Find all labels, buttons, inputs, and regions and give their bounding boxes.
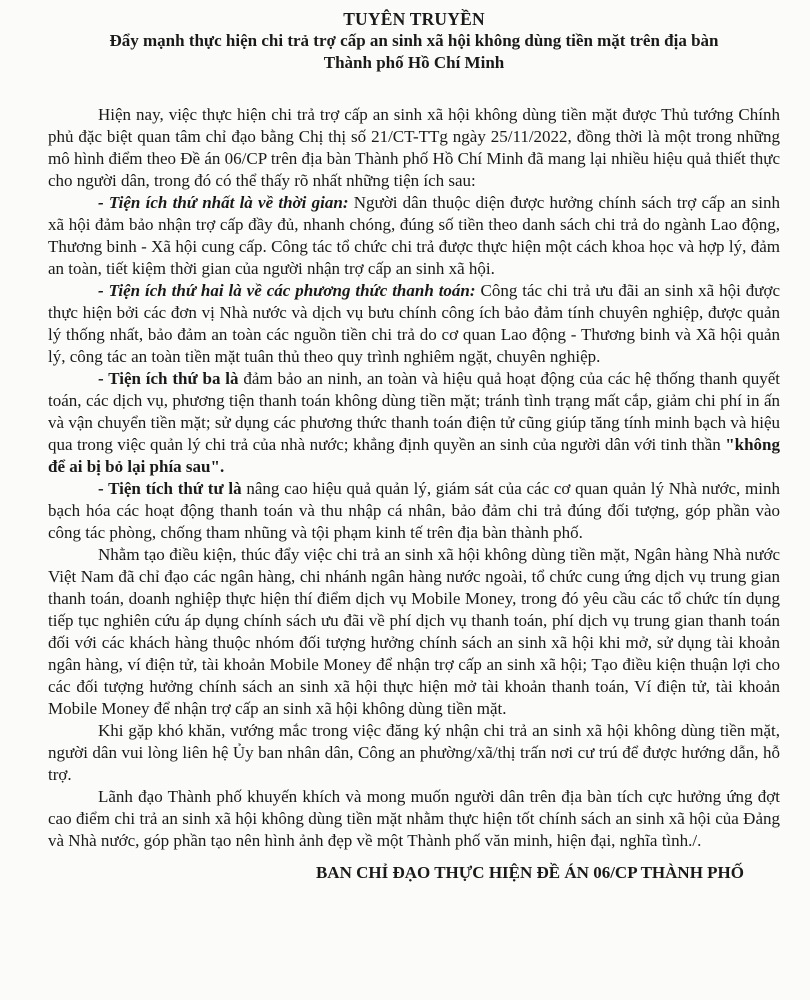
closing-paragraph: Lãnh đạo Thành phố khuyến khích và mong muốn người dân trên địa bàn tích cực hưởng ứng đợt cao điểm chi trả an sinh xã hội không dùng tiền mặt nhằm thực hiện tốt chính sách an sinh xã hội của Đảng và Nhà nước, góp phần tạo nên hình ảnh đẹp về một Thành phố văn minh, hiện đại, nghĩa tình./. [48, 787, 780, 850]
benefit-3-lead: - Tiện ích thứ ba là [98, 369, 239, 388]
intro-paragraph: Hiện nay, việc thực hiện chi trả trợ cấp an sinh xã hội không dùng tiền mặt được Thủ tướng Chính phủ đặc biệt quan tâm chỉ đạo bằng Chị thị số 21/CT-TTg ngày 25/11/2022, đồng thời là một trong những mô hình điểm theo Đề án 06/CP trên địa bàn Thành phố Hồ Chí Minh đã mang lại nhiều hiệu quả thiết thực cho người dân, trong đó có thể thấy rõ nhất những tiện ích sau: [48, 105, 780, 190]
benefit-4-lead: - Tiện tích thứ tư là [98, 479, 242, 498]
document-body [48, 104, 780, 852]
bank-paragraph: Nhằm tạo điều kiện, thúc đẩy việc chi trả an sinh xã hội không dùng tiền mặt, Ngân hàng Nhà nước Việt Nam đã chỉ đạo các ngân hàng, chi nhánh ngân hàng nước ngoài, tổ chức cung ứng dịch vụ trung gian thanh toán, doanh nghiệp thực hiện thí điểm dịch vụ Mobile Money, trong đó yêu cầu các tổ chức tín dụng tiếp tục nghiên cứu áp dụng chính sách ưu đãi về phí dịch vụ thanh toán, phí dịch vụ trung gian thanh toán đối với các khách hàng thuộc nhóm đối tượng hưởng chính sách an sinh xã hội khi mở, sử dụng tài khoản ngân hàng, ví điện tử, tài khoản Mobile Money để nhận trợ cấp an sinh xã hội; Tạo điều kiện thuận lợi cho các đối tượng hưởng chính sách an sinh xã hội thực hiện mở tài khoản thanh toán, Ví điện tử, tài khoản Mobile Money để nhận trợ cấp an sinh xã hội không dùng tiền mặt. [48, 545, 780, 718]
help-paragraph: Khi gặp khó khăn, vướng mắc trong việc đăng ký nhận chi trả an sinh xã hội không dùng tiền mặt, người dân vui lòng liên hệ Ủy ban nhân dân, Công an phường/xã/thị trấn nơi cư trú để được hướng dẫn, hỗ trợ. [48, 721, 780, 784]
document-subtitle-line2: Thành phố Hồ Chí Minh [323, 53, 505, 72]
document-title: TUYÊN TRUYỀN [343, 9, 485, 29]
signature-block: BAN CHỈ ĐẠO THỰC HIỆN ĐỀ ÁN 06/CP THÀNH PHỐ [315, 863, 744, 882]
document-subtitle-line1: Đẩy mạnh thực hiện chi trả trợ cấp an sinh xã hội không dùng tiền mặt trên địa bàn [109, 31, 719, 50]
benefit-3-text: đảm bảo an ninh, an toàn và hiệu quả hoạt động của các hệ thống thanh quyết toán, các dịch vụ, phương tiện thanh toán không dùng tiền mặt; tránh tình trạng mất cắp, giảm chi phí in ấn và vận chuyển tiền mặt; sử dụng các phương thức thanh toán điện tử cũng giúp tăng tính minh bạch và hiệu qua trong việc quản lý chi trả của nhà nước; khẳng định quyền an sinh của người dân với tinh thần [48, 369, 780, 454]
benefit-3-paragraph [48, 368, 780, 478]
benefit-2-paragraph [48, 280, 780, 368]
benefit-4-text: nâng cao hiệu quả quản lý, giám sát của các cơ quan quản lý Nhà nước, minh bạch hóa các hoạt động thanh toán và thu nhập cá nhân, bảo đảm chi trả đúng đối tượng, góp phần vào công tác phòng, chống tham nhũng và tội phạm kinh tế trên địa bàn thành phố. [48, 479, 780, 542]
benefit-1-paragraph [48, 192, 780, 280]
benefit-3-quote: "không để ai bị bỏ lại phía sau". [48, 435, 780, 476]
benefit-1-lead: - Tiện ích thứ nhất là về thời gian: [98, 193, 349, 212]
benefit-2-lead: - Tiện ích thứ hai là về các phương thức thanh toán: [98, 281, 476, 300]
benefit-2-text: Công tác chi trả ưu đãi an sinh xã hội được thực hiện bởi các đơn vị Nhà nước và dịch vụ bưu chính công ích bảo đảm tính chuyên nghiệp, được quản lý thống nhất, bảo đảm an toàn các nguồn tiền chi trả do cơ quan Lao động - Thương binh và Xã hội quản lý, công tác an toàn tiền mặt tuân thủ theo quy trình nghiêm ngặt, chuyên nghiệp. [48, 281, 780, 366]
benefit-4-paragraph [48, 478, 780, 544]
benefit-1-text: Người dân thuộc diện được hưởng chính sách trợ cấp an sinh xã hội đảm bảo nhận trợ cấp đầy đủ, nhanh chóng, đúng số tiền theo danh sách chi trả do ngành Lao động, Thương binh - Xã hội cung cấp. Công tác tổ chức chi trả được thực hiện một cách khoa học và hợp lý, đảm an toàn, tiết kiệm thời gian của người nhận trợ cấp an sinh xã hội. [48, 193, 780, 278]
